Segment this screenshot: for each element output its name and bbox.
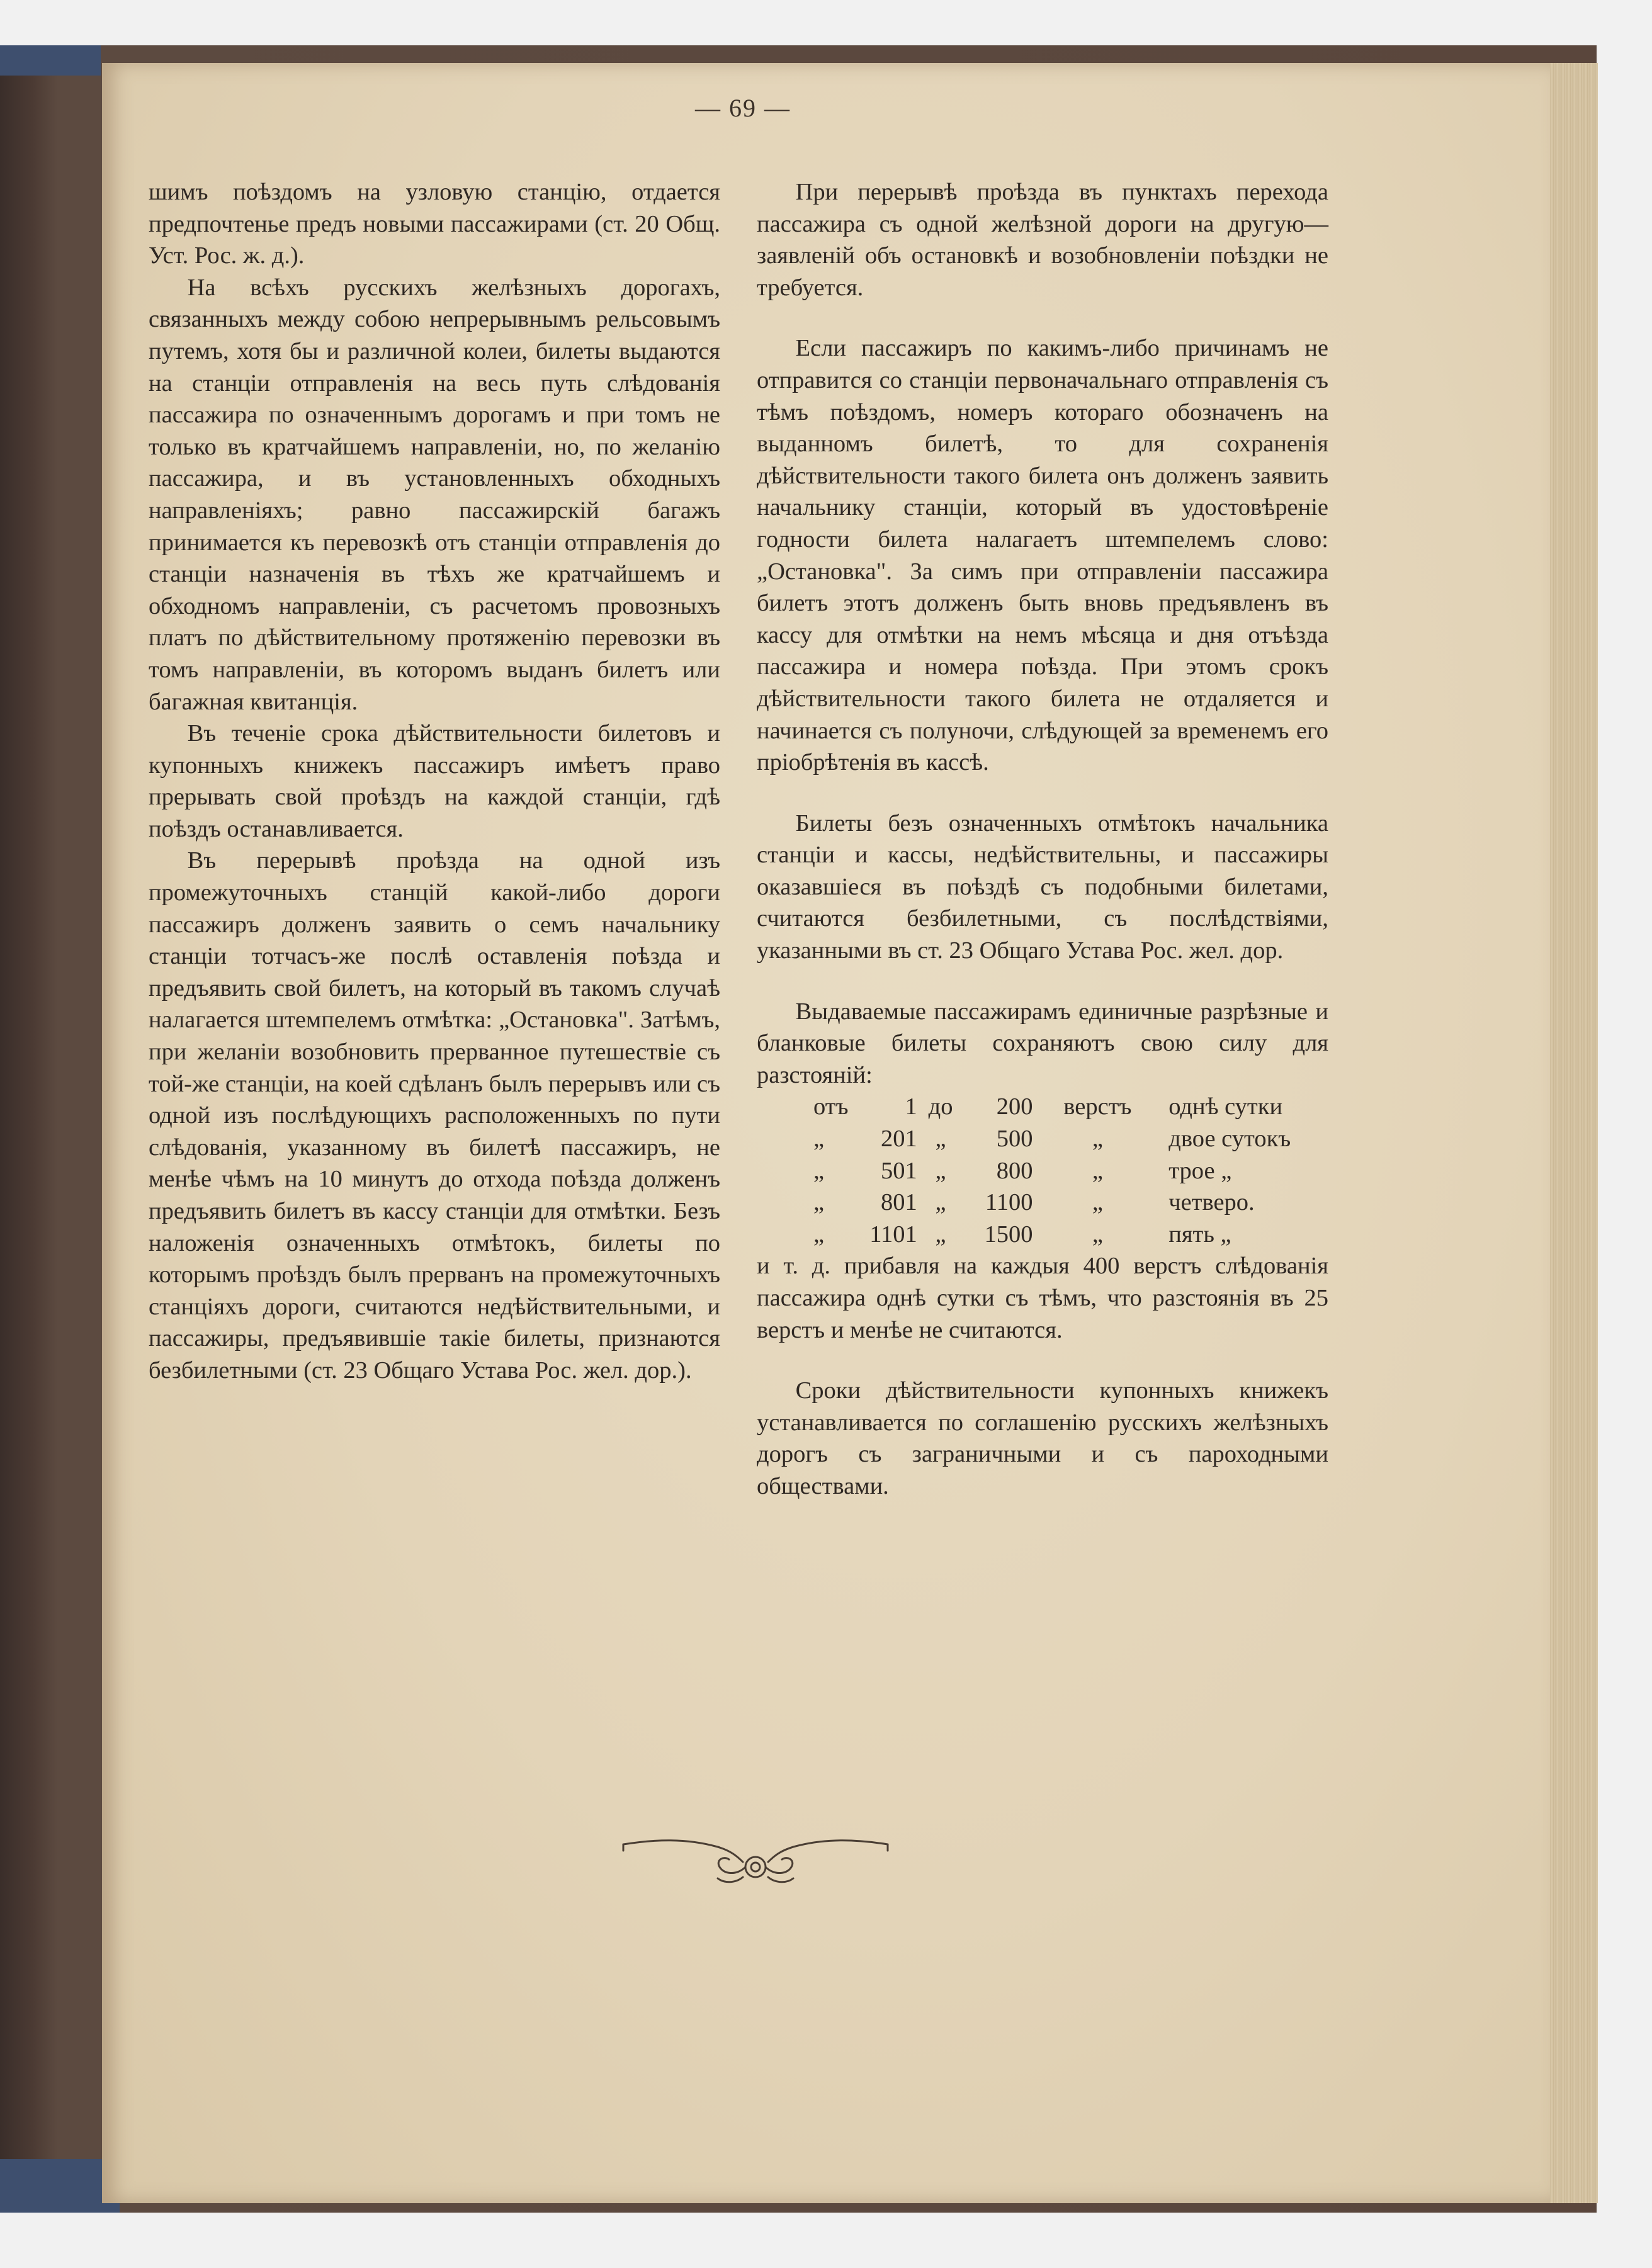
paragraph: На всѣхъ русскихъ желѣзныхъ дорогахъ, связанныхъ между собою непрерывнымъ рельсовымъ путемъ, хотя бы и различной колеи, билеты выдаются на станціи отправленія на весь путь слѣдованія пассажира по означеннымъ дорогамъ и при томъ не только въ кратчайшемъ направленіи, но, по желанію пассажира, и въ установленныхъ обходныхъ направленіяхъ; равно пассажирскій багажъ принимается къ перевозкѣ отъ станціи отправленія до станціи назначенія въ тѣхъ же кратчайшемъ и обходномъ направленіи, съ расчетомъ провозныхъ платъ по дѣйствительному протяженію перевозки въ томъ направленіи, въ которомъ выданъ билетъ или багажная квитанція. xyxy=(149,274,720,715)
table-cell: 500 xyxy=(996,1126,1033,1153)
book-binding-top xyxy=(0,45,101,76)
table-cell: „ xyxy=(935,1126,946,1153)
paragraph: Выдаваемые пассажирамъ единичные разрѣзные и бланковые билеты сохраняютъ свою силу для разстояній: xyxy=(757,998,1328,1088)
table-cell: до xyxy=(928,1093,953,1120)
table-row xyxy=(757,1155,1328,1187)
paragraph: Въ перерывѣ проѣзда на одной изъ промежуточныхъ станцій какой-либо дороги пассажиръ долженъ заявить о семъ начальнику станціи тотчасъ-же послѣ оставленія поѣзда и предъявить свой билетъ, на который въ такомъ случаѣ налагается штемпелемъ отмѣтка: „Остановка". Затѣмъ, при желаніи возобновить прерванное путешествіе съ той-же станціи, на коей сдѣланъ былъ перерывъ или съ одной изъ послѣдующихъ расположенныхъ по пути слѣдованія, указанному въ билетѣ пассажиръ, не менѣе чѣмъ на 10 минутъ до отхода поѣзда долженъ предъявить билетъ въ кассу станціи для отмѣтки. Безъ наложенія означенныхъ отмѣтокъ, билеты по которымъ проѣздъ былъ прерванъ на промежуточныхъ станціяхъ дороги, считаются недѣйствительными, и пассажиры, предъявившіе такіе билеты, признаются безбилетными (ст. 23 Общаго Устава Рос. жел. дор.). xyxy=(149,847,720,1384)
table-cell: 201 xyxy=(881,1126,917,1153)
paragraph: При перерывѣ проѣзда въ пунктахъ перехода пассажира съ одной желѣзной дороги на другую—заявленій объ остановкѣ и возобновленіи поѣздки не требуется. xyxy=(757,179,1328,301)
table-cell: однѣ сутки xyxy=(1168,1093,1283,1120)
table-cell: „ xyxy=(813,1157,825,1184)
paragraph: Если пассажиръ по какимъ-либо причинамъ не отправится со станціи первоначальнаго отправленія съ тѣмъ поѣздомъ, номеръ котораго обозначенъ на выданномъ билетѣ, то для сохраненія дѣйствительности такого билета онъ долженъ заявить начальнику станціи, который въ удостовѣреніе годности билета налагаетъ штемпелемъ слово: „Остановка". За симъ при отправленіи пассажира билетъ этотъ долженъ быть вновь предъявленъ въ кассу для отмѣтки на немъ мѣсяца и дня отъѣзда пассажира и номера поѣзда. При этомъ срокъ дѣйствительности такого билета не отдаляется и начинается съ полуночи, слѣдующей за временемъ его пріобрѣтенія въ кассѣ. xyxy=(757,335,1328,776)
table-cell: 801 xyxy=(881,1189,917,1216)
table-cell: „ xyxy=(935,1221,946,1248)
table-row xyxy=(757,1187,1328,1219)
table-cell: „ xyxy=(1092,1157,1103,1184)
left-column xyxy=(149,176,720,1387)
right-column xyxy=(757,176,1328,1532)
table-cell: 1500 xyxy=(984,1221,1033,1248)
ornament-flourish-icon xyxy=(617,1825,894,1895)
table-row xyxy=(757,1091,1328,1123)
table-cell: 501 xyxy=(881,1157,917,1184)
page-number: — 69 — xyxy=(695,94,791,122)
paragraph: Билеты безъ означенныхъ отмѣтокъ начальника станціи и кассы, недѣйствительны, и пассажиры оказавшіеся въ поѣздѣ съ подобными билетами, считаются безбилетными, съ послѣдствіями, указанными въ ст. 23 Общаго Устава Рос. жел. дор. xyxy=(757,810,1328,964)
table-cell: „ xyxy=(1092,1189,1103,1216)
table-cell: 1 xyxy=(905,1093,917,1120)
table-row xyxy=(757,1219,1328,1251)
table-cell: 200 xyxy=(996,1093,1033,1120)
table-cell: отъ xyxy=(813,1093,849,1120)
table-cell: двое сутокъ xyxy=(1168,1126,1291,1153)
paragraph: Сроки дѣйствительности купонныхъ книжекъ устанавливается по соглашенію русскихъ желѣзныхъ дорогъ съ заграничными и съ пароходными обществами. xyxy=(757,1377,1328,1499)
table-cell: 1101 xyxy=(869,1221,917,1248)
table-cell: „ xyxy=(813,1189,825,1216)
table-cell: 1100 xyxy=(985,1189,1033,1216)
table-cell: „ xyxy=(813,1221,825,1248)
distance-table xyxy=(757,1091,1328,1250)
table-cell: верстъ xyxy=(1063,1093,1132,1120)
paragraph: шимъ поѣздомъ на узловую станцію, отдается предпочтенье предъ новыми пассажирами (ст. 20 Общ. Уст. Рос. ж. д.). xyxy=(149,179,720,269)
table-cell: 800 xyxy=(996,1157,1033,1184)
table-cell: „ xyxy=(1092,1126,1103,1153)
table-cell: трое „ xyxy=(1168,1157,1232,1184)
table-cell: „ xyxy=(935,1189,946,1216)
paragraph: и т. д. прибавля на каждыя 400 верстъ слѣдованія пассажира однѣ сутки съ тѣмъ, что разстоянія въ 25 верстъ и менѣе не считаются. xyxy=(757,1253,1328,1343)
table-cell: „ xyxy=(813,1126,825,1153)
table-cell: пять „ xyxy=(1168,1221,1231,1248)
table-cell: „ xyxy=(935,1157,946,1184)
table-cell: „ xyxy=(1092,1221,1103,1248)
table-cell: четверо. xyxy=(1168,1189,1255,1216)
table-row xyxy=(757,1123,1328,1155)
paragraph: Въ теченіе срока дѣйствительности билетовъ и купонныхъ книжекъ пассажиръ имѣетъ право прерывать свой проѣздъ на каждой станціи, гдѣ поѣздъ останавливается. xyxy=(149,720,720,842)
